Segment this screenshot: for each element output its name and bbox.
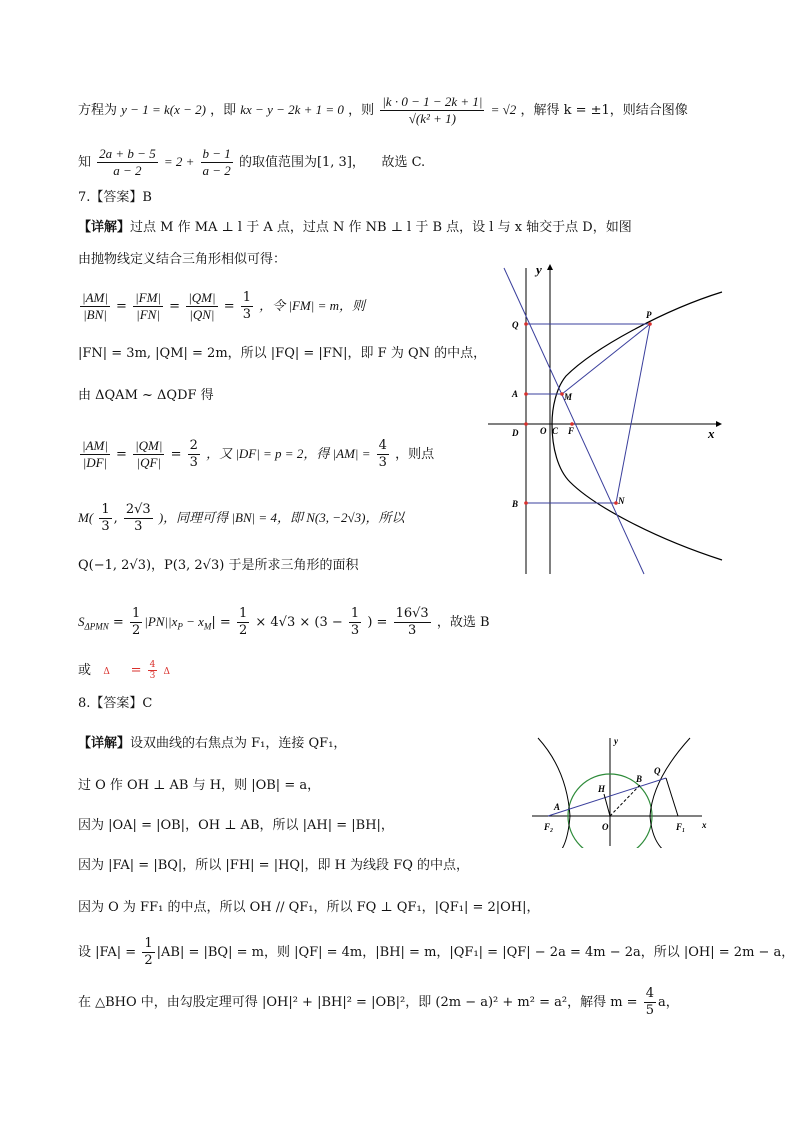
label-A: A: [554, 802, 561, 812]
parabola-figure: [484, 258, 724, 578]
fraction: [130, 606, 142, 639]
equation: = √2: [490, 102, 517, 117]
point-A: [524, 392, 528, 396]
label-B: B: [636, 774, 643, 784]
numerator: |AM|: [82, 290, 108, 305]
q7-area-line: [78, 606, 490, 639]
numerator: 2: [189, 438, 198, 453]
text: × 4√3 × (3 −: [255, 615, 343, 630]
equation: = 2 +: [163, 154, 195, 169]
text: ,: [113, 511, 118, 526]
delta-mark: Δ: [103, 667, 110, 677]
detail-tag: 【详解】: [78, 220, 131, 235]
fraction: [142, 936, 154, 969]
numerator: |QM|: [135, 438, 163, 453]
denominator: a − 2: [202, 163, 231, 178]
label-F: F: [568, 426, 575, 436]
text: S: [78, 614, 85, 629]
label-B: B: [512, 499, 519, 509]
label-A: A: [512, 389, 519, 399]
text: ，解得 k = ±1，则结合图像: [520, 103, 688, 118]
distance-fraction: [380, 94, 484, 127]
numerator: 1: [238, 606, 248, 621]
text: 或: [78, 663, 92, 678]
text: )，同理可得 |BN| = 4，即 N(3, −2√3)，所以: [158, 510, 405, 525]
denominator: 3: [242, 307, 252, 322]
q8-line-7: [78, 986, 679, 1019]
segment-PN: [616, 324, 650, 503]
denominator: 3: [189, 455, 198, 470]
numerator: |FM|: [135, 290, 162, 305]
denominator: |QF|: [136, 455, 162, 470]
y-axis-arrow: [547, 264, 553, 270]
fraction: [99, 502, 111, 535]
equation: kx − y − 2k + 1 = 0: [240, 102, 344, 117]
numerator: 1: [101, 502, 110, 517]
q7-ratio-line: $\frac{|AM|}{|BN|}$ = $\frac{|FM|}{|FN|}$ = $\frac{|QM|}{|QN|}$ = $\frac{1}{3}$ ，令 |FM| = m，则: [82, 290, 365, 322]
numerator: 4: [378, 438, 387, 453]
numerator: 2√3: [125, 502, 151, 517]
segment-PM: [562, 324, 650, 394]
point-Q: [524, 322, 528, 326]
text: =: [130, 663, 142, 678]
point-B: [524, 501, 528, 505]
text: |AB| = |BQ| = m，则 |QF| = 4m，|BH| = m，|QF₁| = |QF| − 2a = 4m − 2a，所以 |OH| = 2m − a，: [156, 945, 794, 960]
text: 设双曲线的右焦点为 F₁，连接 QF₁，: [130, 736, 347, 751]
denominator: |QN|: [189, 307, 215, 322]
subscript: ΔPMN: [84, 621, 109, 632]
label-D: D: [512, 428, 519, 438]
subscript: P: [177, 621, 183, 632]
denominator: 3: [378, 455, 387, 470]
hyperbola-left-branch: [538, 738, 570, 848]
fraction: [644, 986, 656, 1019]
text: ，令 |FM| = m，则: [259, 298, 365, 313]
label-y: y: [614, 736, 618, 746]
label-Q: Q: [654, 766, 661, 776]
label-M: M: [564, 392, 573, 402]
q8-line-4: 因为 |FA| = |BQ|，所以 |FH| = |HQ|，即 H 为线段 FQ 的中点，: [78, 858, 470, 873]
fraction: [349, 606, 361, 639]
text: 知: [78, 155, 92, 170]
text: ，则: [348, 103, 375, 118]
fraction: [186, 290, 217, 323]
q7-alt-line: [78, 660, 170, 682]
fraction: [133, 438, 164, 471]
label-F2: F₂: [544, 822, 554, 832]
q8-detail: [78, 734, 346, 754]
denominator: |DF|: [82, 455, 108, 470]
denominator: 3: [134, 519, 143, 534]
denominator: 3: [101, 519, 110, 534]
segment-OB: [610, 785, 640, 816]
denominator: |FN|: [136, 307, 160, 322]
label-N: N: [618, 496, 625, 506]
numerator: 2a + b − 5: [99, 146, 156, 161]
numerator: |k · 0 − 1 − 2k + 1|: [382, 94, 483, 109]
q6-line-2: [78, 146, 425, 179]
fraction: [133, 290, 163, 323]
numerator: 1: [350, 606, 360, 621]
q7-line-r2: |FN| = 3m, |QM| = 2m，所以 |FQ| = |FN|，即 F 为 QN 的中点，: [78, 346, 487, 361]
label-x: x: [708, 426, 715, 441]
text: 方程为: [78, 103, 118, 118]
segment-FQ: [548, 778, 666, 816]
denominator: 2: [144, 953, 153, 968]
q6-line-1: [78, 94, 688, 127]
fraction: [124, 502, 153, 535]
text: 过点 M 作 MA ⊥ l 于 A 点，过点 N 作 NB ⊥ l 于 B 点，设 l 与 x 轴交于点 D，如图: [130, 220, 632, 235]
label-F1: F₁: [676, 822, 686, 832]
label-Q: Q: [512, 320, 519, 330]
hyperbola-figure: [528, 732, 728, 848]
text: =: [112, 615, 124, 630]
fraction: [201, 146, 233, 179]
label-O: O: [602, 822, 609, 832]
text: 的取值范围为[1, 3]，: [238, 155, 365, 170]
q7-line-r3: 由 ΔQAM ~ ΔQDF 得: [78, 388, 214, 403]
line-l-through-F: [504, 268, 644, 574]
q7-line-r6: Q(−1, 2√3)，P(3, 2√3) 于是所求三角形的面积: [78, 558, 359, 573]
q7-detail: [78, 218, 632, 238]
q7-line-2: 由抛物线定义结合三角形相似可得：: [78, 252, 287, 267]
denominator: 2: [131, 623, 141, 638]
fraction: [80, 438, 110, 471]
denominator: 3: [407, 623, 417, 638]
fraction: [97, 146, 158, 179]
text: a，: [657, 995, 679, 1010]
text: | =: [211, 615, 231, 630]
fraction: [148, 660, 158, 681]
fraction: $\frac{1}{3}$: [242, 290, 252, 322]
text: − x: [182, 614, 204, 629]
q7-ratio-line-2: $\frac{|AM|}{|DF|}$ = $\frac{|QM|}{|QF|}$ = $\frac{2}{3}$ ，又 |DF| = p = 2，得 |AM| = $\frac{4}{3}$ ，则点: [82, 438, 435, 470]
q8-line-2: 过 O 作 OH ⊥ AB 与 H，则 |OB| = a，: [78, 778, 321, 793]
numerator: |QM|: [188, 290, 216, 305]
text: |PN||x: [144, 614, 178, 629]
fraction: [80, 290, 110, 323]
numerator: 1: [131, 606, 141, 621]
denominator: √(k² + 1): [408, 111, 456, 126]
q7-point-m-line: [78, 502, 404, 535]
numerator: |AM|: [82, 438, 108, 453]
label-O: O: [540, 426, 547, 436]
denominator: a − 2: [113, 163, 142, 178]
q8-line-5: 因为 O 为 FF₁ 的中点，所以 OH // QF₁，所以 FQ ⊥ QF₁，|QF₁| = 2|OH|，: [78, 900, 540, 915]
text: ，又 |DF| = p = 2，得 |AM| =: [206, 446, 371, 461]
label-P: P: [646, 310, 652, 320]
fraction: [377, 438, 389, 471]
subscript: M: [203, 621, 212, 632]
text: 设 |FA| =: [78, 945, 137, 960]
label-C: C: [552, 426, 559, 436]
fraction: [237, 606, 249, 639]
text: ) =: [367, 615, 388, 630]
point-D: [524, 422, 528, 426]
equation: y − 1 = k(x − 2): [121, 102, 206, 117]
label-x: x: [702, 820, 707, 830]
delta-mark: Δ: [163, 667, 171, 677]
text: M(: [78, 510, 94, 525]
q8-line-3: 因为 |OA| = |OB|，OH ⊥ AB，所以 |AH| = |BH|，: [78, 818, 394, 833]
denominator: |BN|: [83, 307, 107, 322]
numerator: 1: [144, 936, 153, 951]
label-y: y: [536, 262, 542, 277]
denominator: 5: [645, 1003, 654, 1018]
text: ，即: [210, 103, 237, 118]
numerator: b − 1: [202, 146, 231, 161]
text: ，则点: [395, 447, 435, 462]
label-H: H: [598, 784, 606, 794]
denominator: 2: [238, 623, 248, 638]
fraction: [394, 606, 431, 639]
parabola-curve: [552, 292, 722, 560]
choice: 故选 C.: [381, 155, 426, 170]
segment-QF1: [666, 778, 678, 816]
numerator: 16√3: [395, 606, 429, 621]
q7-answer: 7.【答案】B: [78, 190, 152, 205]
q8-line-6: [78, 936, 794, 969]
detail-tag: 【详解】: [78, 736, 131, 751]
x-axis-arrow: [716, 421, 722, 427]
numerator: 4: [645, 986, 654, 1001]
text: 在 △BHO 中，由勾股定理可得 |OH|² + |BH|² = |OB|²，即 (2m − a)² + m² = a²，解得 m =: [78, 995, 638, 1010]
text: ，故选 B: [436, 615, 490, 630]
denominator: 3: [350, 623, 360, 638]
denominator: 3: [149, 671, 156, 681]
q8-answer: 8.【答案】C: [78, 696, 153, 711]
fraction: [188, 438, 200, 471]
point-P: [648, 322, 652, 326]
numerator: 4: [149, 660, 156, 670]
